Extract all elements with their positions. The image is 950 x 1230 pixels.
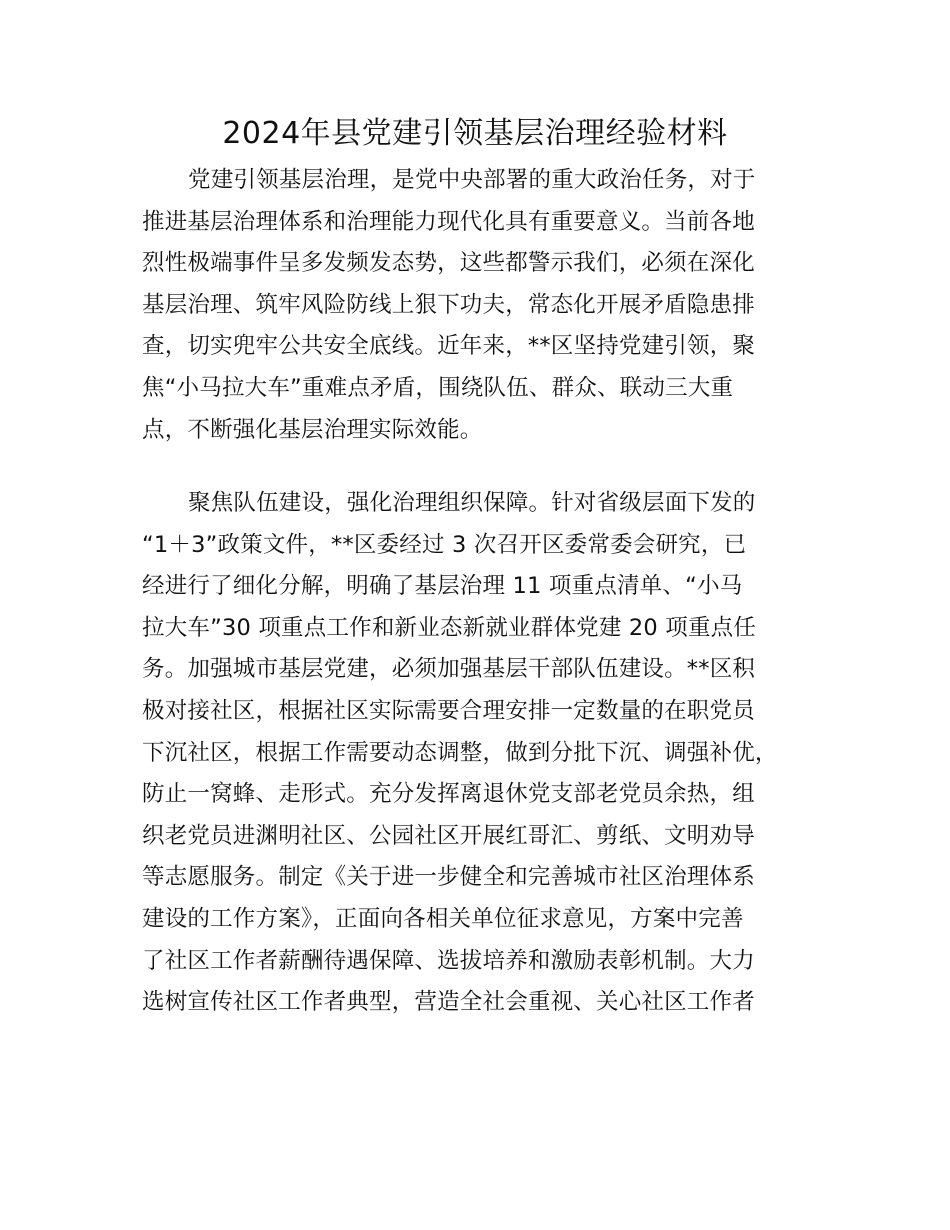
paragraph-team-building	[142, 483, 832, 1024]
text-line: 焦“小马拉大车”重难点矛盾，围绕队伍、群众、联动三大重	[142, 374, 734, 401]
text-line: 党建引领基层治理，是党中央部署的重大政治任务，对于	[188, 167, 756, 193]
paragraph-intro	[142, 160, 832, 451]
text-line: 查，切实兜牢公共安全底线。近年来，**区坚持党建引领，聚	[142, 333, 756, 360]
text-line: 烈性极端事件呈多发频发态势，这些都警示我们，必须在深化	[142, 250, 755, 277]
text-line: 推进基层治理体系和治理能力现代化具有重要意义。当前各地	[142, 208, 755, 235]
text-line: 防止一窝蜂、走形式。充分发挥离退休党支部老党员余热，组	[142, 781, 755, 808]
text-line: 选树宣传社区工作者典型，营造全社会重视、关心社区工作者	[142, 989, 755, 1016]
document-title: 2024年县党建引领基层治理经验材料	[222, 116, 728, 151]
text-line: 建设的工作方案》，正面向各相关单位征求意见，方案中完善	[142, 905, 744, 932]
text-line: “1＋3”政策文件，**区委经过 3 次召开区委常委会研究，已	[142, 531, 747, 558]
text-line: 经进行了细化分解，明确了基层治理 11 项重点清单、“小马	[142, 573, 743, 600]
text-line: 务。加强城市基层党建，必须加强基层干部队伍建设。**区积	[142, 656, 756, 683]
text-line: 点，不断强化基层治理实际效能。	[142, 416, 483, 443]
text-line: 织老党员进渊明社区、公园社区开展红哥汇、剪纸、文明劝导	[142, 822, 755, 849]
text-line: 基层治理、筑牢风险防线上狠下功夫，常态化开展矛盾隐患排	[142, 291, 755, 318]
text-line: 下沉社区，根据工作需要动态调整，做到分批下沉、调强补优，	[142, 739, 778, 766]
text-line: 极对接社区，根据社区实际需要合理安排一定数量的在职党员	[142, 697, 755, 724]
text-line: 拉大车”30 项重点工作和新业态新就业群体党建 20 项重点任	[142, 614, 757, 641]
text-line: 了社区工作者薪酬待遇保障、选拔培养和激励表彰机制。大力	[142, 947, 755, 974]
text-line: 聚焦队伍建设，强化治理组织保障。针对省级层面下发的	[188, 490, 756, 516]
text-line: 等志愿服务。制定《关于进一步健全和完善城市社区治理体系	[142, 864, 755, 891]
